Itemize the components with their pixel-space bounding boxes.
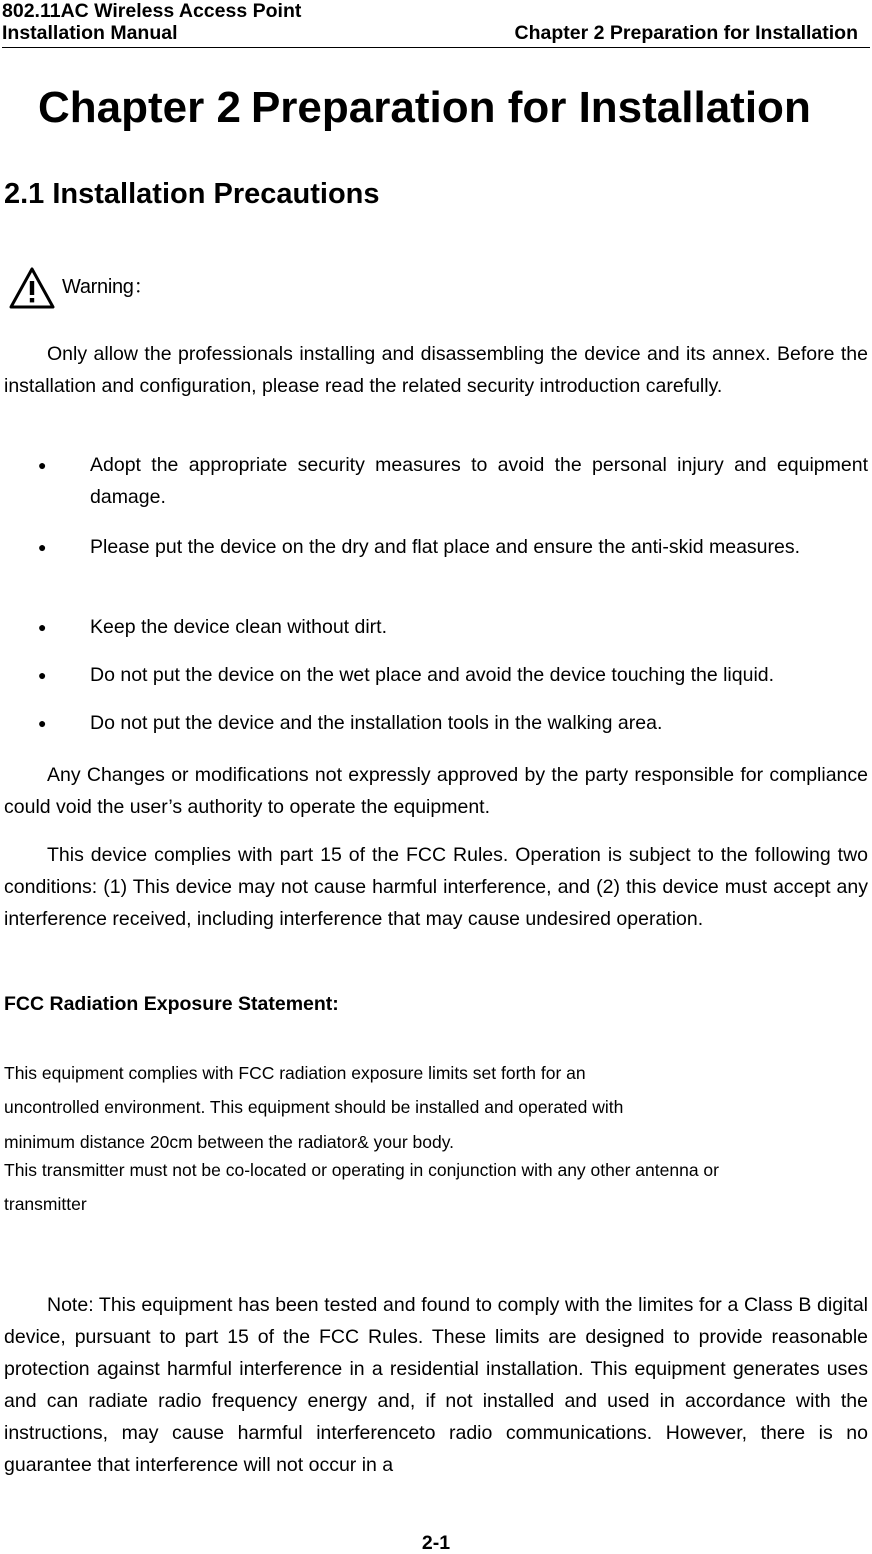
chapter-title bbox=[38, 82, 811, 134]
header-chapter: Chapter 2 Preparation for Installation bbox=[514, 22, 858, 44]
list-item bbox=[38, 449, 868, 513]
bullet-icon: ● bbox=[38, 715, 47, 731]
list-item bbox=[38, 707, 868, 739]
list-item bbox=[38, 611, 868, 643]
list-item-text: Adopt the appropriate security measures to avoid the personal injury and equipment damage. bbox=[90, 454, 868, 508]
fcc-line: uncontrolled environment. This equipment should be installed and operated with bbox=[4, 1097, 624, 1117]
list-item bbox=[38, 531, 868, 563]
list-item-text: Do not put the device on the wet place and avoid the device touching the liquid. bbox=[90, 664, 775, 686]
list-item bbox=[38, 659, 868, 691]
bullet-icon: ● bbox=[38, 457, 47, 473]
bullet-icon: ● bbox=[38, 667, 47, 683]
list-item-text: Keep the device clean without dirt. bbox=[90, 616, 388, 638]
list-item-text: Do not put the device and the installation tools in the walking area. bbox=[90, 712, 663, 734]
warning-label: Warning： bbox=[62, 276, 154, 298]
fcc-line: minimum distance 20cm between the radiator& your body. bbox=[4, 1132, 455, 1152]
section-title: 2.1 Installation Precautions bbox=[4, 178, 380, 210]
note-paragraph: Note: This equipment has been tested and found to comply with the limites for a Class B digital device, pursuant to part 15 of the FCC Rules. These limits are designed to provide reasonable protection against harmful interference in a residential installation. This equipment generates uses and can radiate radio frequency energy and, if not installed and used in accordance with the instructions, may cause harmful interferenceto radio communications. However, there is no guarantee that interference will not occur in a bbox=[4, 1294, 868, 1476]
bullet-icon: ● bbox=[38, 539, 47, 555]
chapter-number: Chapter 2 bbox=[38, 83, 241, 132]
changes-paragraph: Any Changes or modifications not expressly approved by the party responsible for compliance could void the user’s authority to operate the equipment. bbox=[4, 764, 868, 818]
fcc-line: This equipment complies with FCC radiation exposure limits set forth for an bbox=[4, 1063, 586, 1083]
header-left bbox=[2, 0, 301, 44]
fcc-heading: FCC Radiation Exposure Statement: bbox=[4, 993, 339, 1015]
list-item-text: Please put the device on the dry and flat place and ensure the anti-skid measures. bbox=[90, 536, 801, 558]
header-product: 802.11AC Wireless Access Point bbox=[2, 0, 302, 22]
bullet-icon: ● bbox=[38, 619, 47, 635]
page-header bbox=[2, 0, 870, 48]
warning-triangle-icon bbox=[8, 266, 56, 310]
fcc-line: This transmitter must not be co-located or operating in conjunction with any other antenna or bbox=[4, 1160, 719, 1180]
fcc-line: transmitter bbox=[4, 1194, 87, 1214]
header-manual: Installation Manual bbox=[2, 22, 178, 44]
chapter-name: Preparation for Installation bbox=[250, 83, 811, 132]
intro-paragraph: Only allow the professionals installing and disassembling the device and its annex. Before the installation and configuration, please read the related security introduction carefully. bbox=[4, 343, 868, 397]
fcc-part15-paragraph: This device complies with part 15 of the FCC Rules. Operation is subject to the following two conditions: (1) This device may not cause harmful interference, and (2) this device must accept any interference received, including interference that may cause undesired operation. bbox=[4, 844, 868, 930]
warning-block bbox=[8, 266, 153, 310]
page-number: 2-1 bbox=[421, 1532, 451, 1554]
